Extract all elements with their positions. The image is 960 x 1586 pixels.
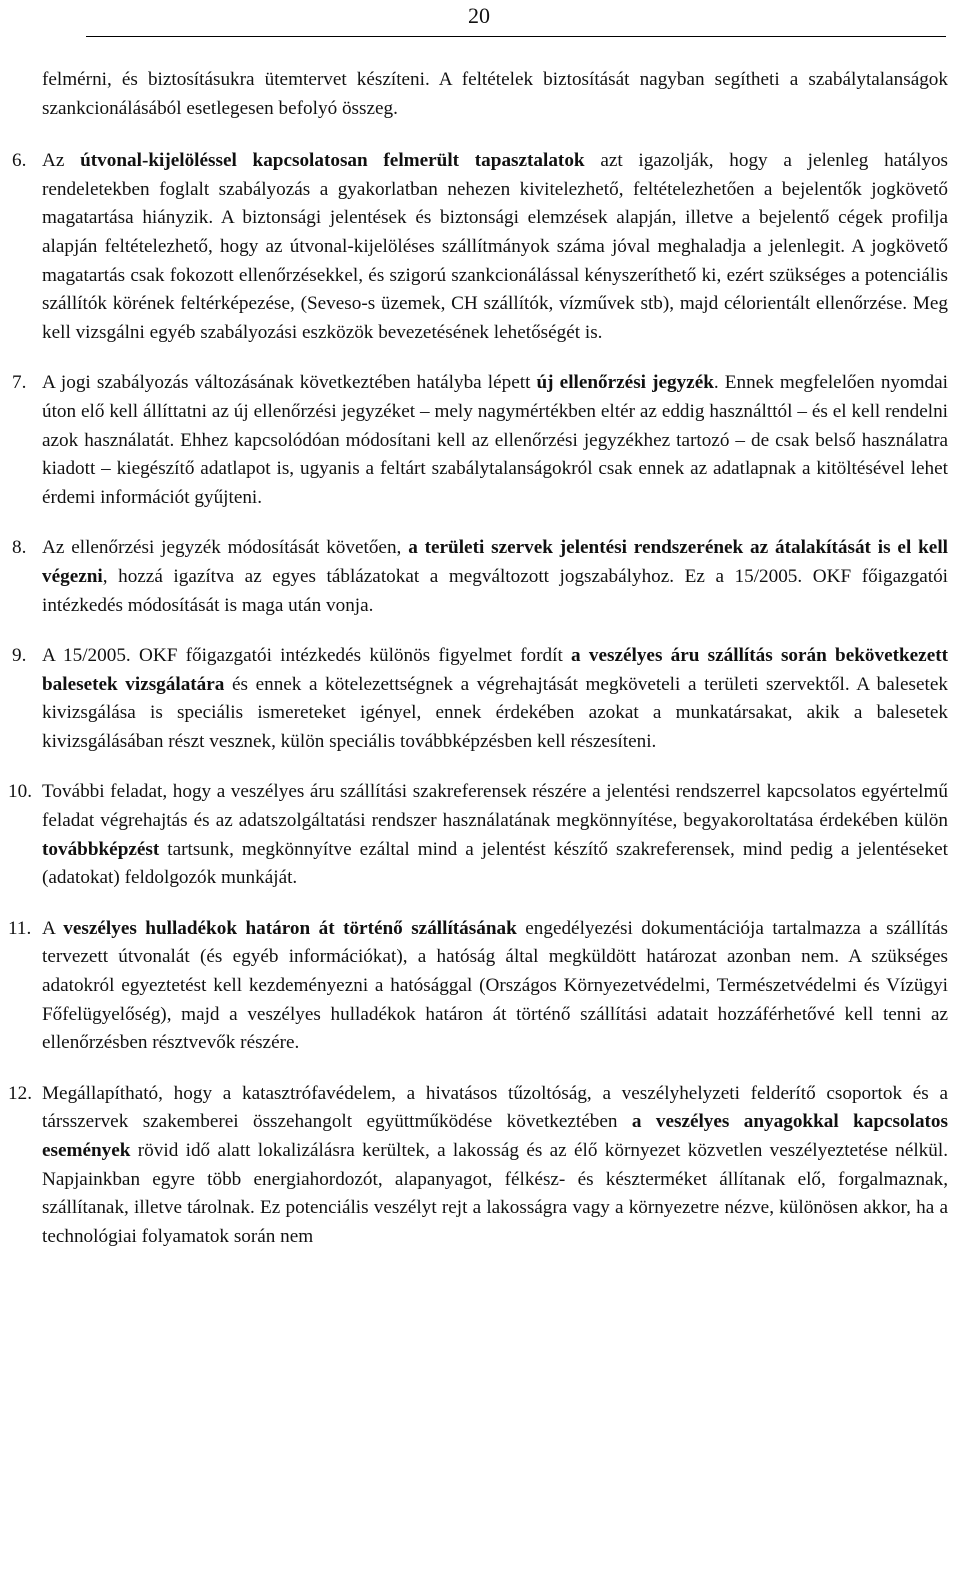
text-run: A <box>42 917 64 939</box>
paragraph-number: 9. <box>12 645 27 667</box>
bold-text-run: a veszélyes áru szállítás során bekövetkezett balesetek vizsgálatára <box>42 645 948 695</box>
paragraph-number: 6. <box>12 150 27 172</box>
paragraph-number: 8. <box>12 537 27 559</box>
text-run: Az ellenőrzési jegyzék módosítását követően, <box>42 537 409 559</box>
numbered-paragraph <box>12 147 948 347</box>
numbered-paragraph <box>8 915 948 1058</box>
bold-text-run: veszélyes hulladékok határon át történő szállításának <box>63 917 517 939</box>
document-body <box>8 66 949 1273</box>
bold-text-run: továbbképzést <box>42 838 160 860</box>
bold-text-run: a területi szervek jelentési rendszerének az átalakítását is el kell végezni <box>42 537 948 587</box>
page-number: 20 <box>468 3 490 28</box>
numbered-paragraph <box>12 534 948 620</box>
text-run: A 15/2005. OKF főigazgatói intézkedés különös figyelmet fordít <box>42 645 572 667</box>
text-run: További feladat, hogy a veszélyes áru szállítási szakreferensek részére a jelentési rendszerrel kapcsolatos egyértelmű feladat végrehajtás és az adatszolgáltatási rendszer használatának megkönnyítése, begyakoroltatása érdekében külön <box>42 781 948 832</box>
paragraph-number: 11. <box>8 917 32 939</box>
text-run: felmérni, és biztosításukra ütemtervet készíteni. A feltételek biztosítását nagyban segítheti a szabálytalanságok szankcionálásából esetlegesen befolyó összeg. <box>42 69 948 119</box>
text-run: Megállapítható, hogy a katasztrófavédelem, a hivatásos tűzoltóság, a veszélyhelyzeti felderítő csoportok és a társszervek szakemberei összehangolt együttműködése következtében <box>42 1082 948 1133</box>
text-run: engedélyezési dokumentációja tartalmazza a szállítás tervezett útvonalát (és egyéb információkat), a hatóság által megküldött határozat azonban nem. A szükséges adatokról egyeztetést kell kezdeményezni a hatósággal (Országos Környezetvédelmi, Természetvédelmi és Vízügyi Főfelügyelőség), majd a veszélyes hulladékok határon át történő szállítási adatait hozzáférhetővé kell tenni az ellenőrzésben résztvevők részére. <box>42 917 948 1054</box>
text-run: rövid idő alatt lokalizálásra kerültek, a lakosság és az élő környezet közvetlen veszélyeztetése nélkül. Napjainkban egyre több energiahordozót, alapanyagot, félkész- és készterméket állítanak elő, forgalmaznak, szállítanak, illetve tárolnak. Ez potenciális veszélyt rejt a lakosságra vagy a környezetre nézve, különösen akkor, ha a technológiai folyamatok során nem <box>42 1140 948 1247</box>
numbered-paragraph <box>8 778 948 892</box>
numbered-paragraph <box>12 369 948 512</box>
text-run: Az <box>42 150 81 172</box>
text-run: , hozzá igazítva az egyes táblázatokat a megváltozott jogszabályhoz. Ez a 15/2005. OKF főigazgatói intézkedés módosítását is maga után vonja. <box>42 565 948 616</box>
text-run: A jogi szabályozás változásának következtében hatályba lépett <box>42 372 537 394</box>
numbered-paragraph <box>8 1080 948 1252</box>
bold-text-run: új ellenőrzési jegyzék <box>536 372 714 394</box>
continued-paragraph <box>12 66 948 123</box>
paragraph-number: 10. <box>8 781 32 803</box>
paragraph-number: 12. <box>8 1082 32 1104</box>
header-rule <box>86 36 946 37</box>
text-run: és ennek a kötelezettségnek a végrehajtását megköveteli a területi szervektől. A balesetek kivizsgálása is speciális ismereteket igényel, ennek érdekében azokat a munkatársakat, akik a balesetek kivizsgálásában részt vesznek, külön speciális továbbképzésben kell részesíteni. <box>42 673 948 752</box>
bold-text-run: útvonal-kijelöléssel kapcsolatosan felmerült tapasztalatok <box>80 150 585 172</box>
bold-text-run: a veszélyes anyagokkal kapcsolatos események <box>42 1111 948 1161</box>
numbered-paragraph <box>12 642 948 756</box>
paragraph-number: 7. <box>12 372 27 394</box>
text-run: tartsunk, megkönnyítve ezáltal mind a jelentést készítő szakreferensek, mind pedig a jelentéseket (adatokat) feldolgozók munkáját. <box>42 838 948 889</box>
text-run: azt igazolják, hogy a jelenleg hatályos rendeletekben foglalt szabályozás a gyakorlatban nehezen kivitelezhető, feltételezhetően a bejelentők jogkövető magatartása hiányzik. A biztonsági jelentések és biztonsági elemzések alapján, illetve a bejelentő cégek profilja alapján feltételezhető, hogy az útvonal-kijelöléses szállítmányok száma jóval meghaladja a jelenlegit. A jogkövető magatartás csak fokozott ellenőrzésekkel, és szigorú szankcionálással kényszeríthető ki, ezért szükséges a potenciális szállítók körének feltérképezése, (Seveso-s üzemek, CH szállítók, vízművek stb), majd célorientált ellenőrzése. Meg kell vizsgálni egyéb szabályozási eszközök bevezetésének lehetőségét is. <box>42 150 949 343</box>
text-run: . Ennek megfelelően nyomdai úton elő kell állíttatni az új ellenőrzési jegyzéket – mely nagymértékben eltér az eddig használttól – és el kell rendelni azok használatát. Ehhez kapcsolódóan módosítani kell az ellenőrzési jegyzékhez tartozó – de csak belső használatra kiadott – kiegészítő adatlapot is, ugyanis a feltárt szabálytalanságokról csak ennek az adatlapnak a kitöltésével lehet érdemi információt gyűjteni. <box>42 372 948 508</box>
